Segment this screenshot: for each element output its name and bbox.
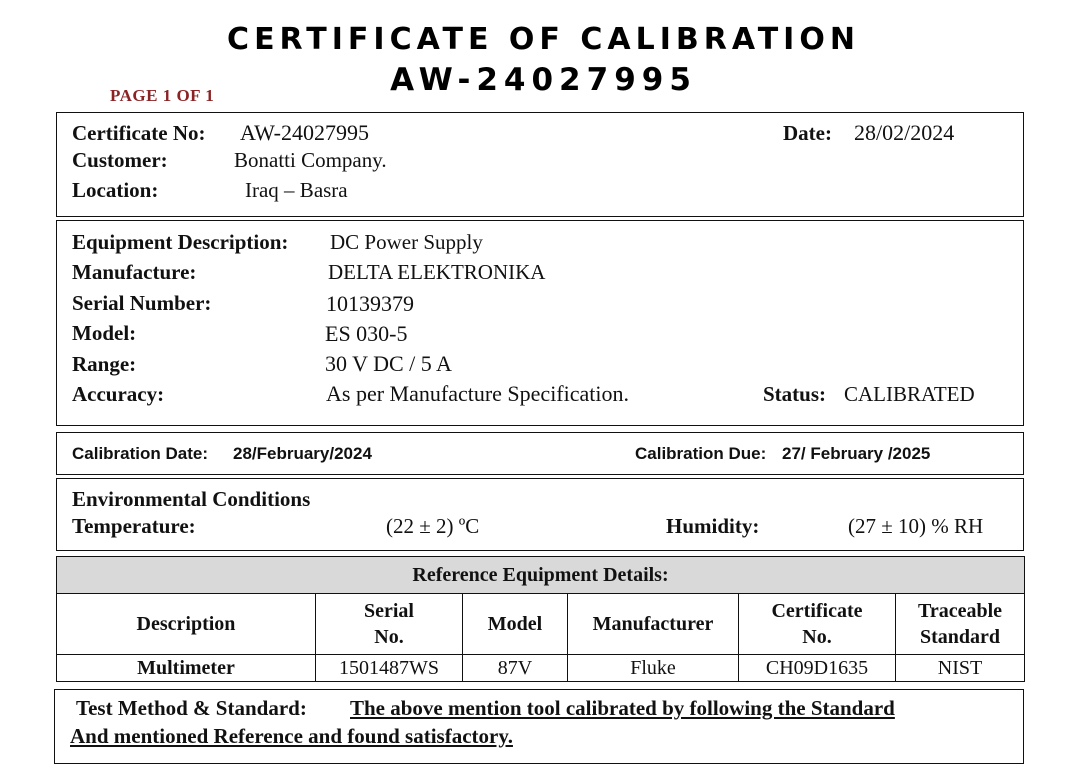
- cell-model: 87V: [463, 655, 568, 682]
- test-method-text-line2: And mentioned Reference and found satisfactory.: [70, 724, 513, 748]
- status-value: CALIBRATED: [844, 382, 975, 406]
- cell-description: Multimeter: [57, 655, 316, 682]
- customer-label: Customer:: [72, 148, 168, 172]
- col-header-description: Description: [57, 594, 316, 655]
- reference-equipment-table: [56, 556, 1025, 682]
- manufacture-value: DELTA ELEKTRONIKA: [328, 260, 546, 284]
- serial-label: Serial Number:: [72, 291, 212, 315]
- status-label: Status:: [763, 382, 827, 406]
- test-method-text-line1: The above mention tool calibrated by following the Standard: [350, 696, 895, 720]
- temperature-label: Temperature:: [72, 514, 196, 538]
- location-value: Iraq – Basra: [245, 178, 348, 202]
- model-value: ES 030-5: [325, 321, 408, 346]
- cell-certificate: CH09D1635: [739, 655, 896, 682]
- col-header-serial: Serial No.: [316, 594, 463, 655]
- location-label: Location:: [72, 178, 159, 202]
- equipment-desc-value: DC Power Supply: [330, 230, 483, 254]
- manufacture-label: Manufacture:: [72, 260, 197, 284]
- customer-value: Bonatti Company.: [234, 148, 387, 172]
- certificate-number-title: AW-24027995: [390, 62, 697, 98]
- accuracy-label: Accuracy:: [72, 382, 165, 406]
- test-method-label: Test Method & Standard:: [76, 696, 307, 720]
- table-row: [57, 655, 1025, 682]
- cell-serial: 1501487WS: [316, 655, 463, 682]
- equipment-desc-label: Equipment Description:: [72, 230, 289, 254]
- col-header-model: Model: [463, 594, 568, 655]
- page-indicator: PAGE 1 OF 1: [110, 86, 215, 105]
- calibration-due-label: Calibration Due:: [635, 444, 767, 463]
- date-value: 28/02/2024: [854, 120, 955, 145]
- accuracy-value: As per Manufacture Specification.: [326, 381, 629, 406]
- range-value: 30 V DC / 5 A: [325, 351, 452, 376]
- serial-value: 10139379: [326, 291, 414, 316]
- range-label: Range:: [72, 352, 137, 376]
- cert-no-value: AW-24027995: [240, 120, 370, 145]
- col-header-manufacturer: Manufacturer: [568, 594, 739, 655]
- col-header-certificate: Certificate No.: [739, 594, 896, 655]
- cell-traceable: NIST: [896, 655, 1025, 682]
- reference-table-title: Reference Equipment Details:: [57, 557, 1025, 594]
- certificate-title: CERTIFICATE OF CALIBRATION: [227, 22, 860, 57]
- temperature-value: (22 ± 2) ºC: [386, 514, 480, 538]
- environment-heading: Environmental Conditions: [72, 487, 311, 511]
- calibration-date-value: 28/February/2024: [233, 444, 372, 463]
- model-label: Model:: [72, 321, 137, 345]
- cert-no-label: Certificate No:: [72, 121, 206, 145]
- col-header-traceable: Traceable Standard: [896, 594, 1025, 655]
- calibration-date-label: Calibration Date:: [72, 444, 209, 463]
- date-label: Date:: [783, 121, 832, 145]
- cell-manufacturer: Fluke: [568, 655, 739, 682]
- humidity-value: (27 ± 10) % RH: [848, 514, 984, 538]
- humidity-label: Humidity:: [666, 514, 760, 538]
- calibration-due-value: 27/ February /2025: [782, 444, 931, 463]
